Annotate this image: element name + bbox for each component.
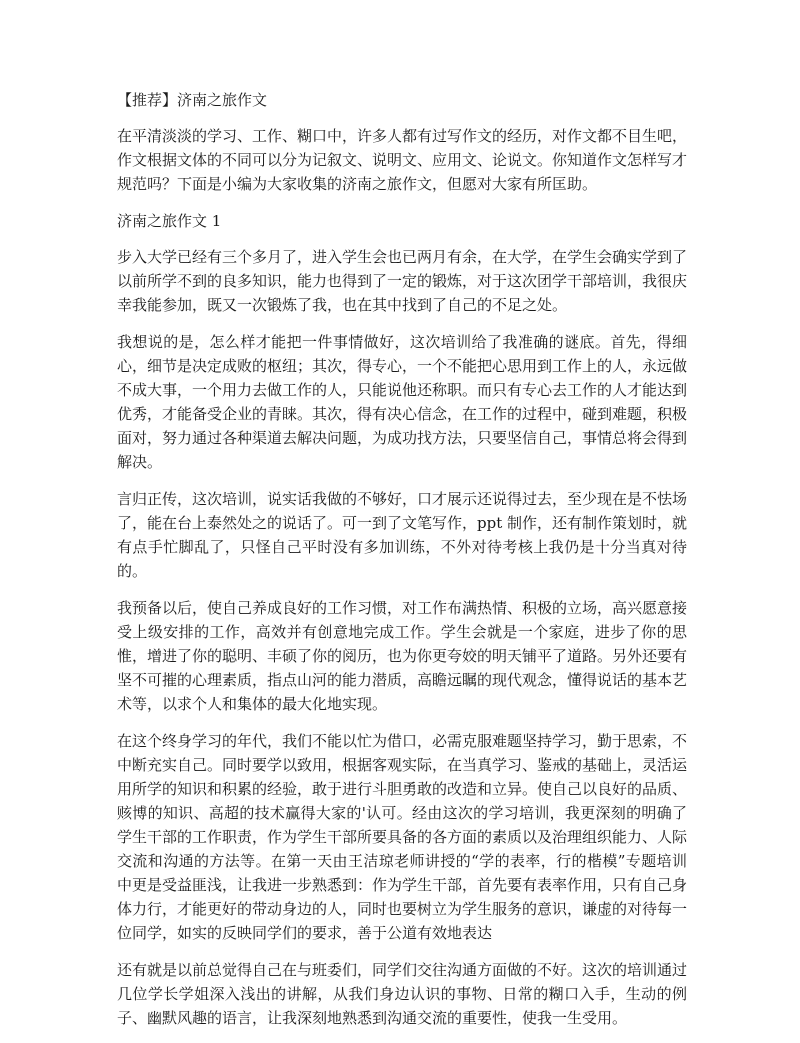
document-page <box>117 88 687 1043</box>
paragraph: 还有就是以前总觉得自己在与班委们，同学们交往沟通方面做的不好。这次的培训通过几位学长学姐深入浅出的讲解，从我们身边认识的事物、日常的糊口入手，生动的例子、幽默风趣的语言，让我深刻地熟悉到沟通交流的重要性，使我一生受用。 <box>117 961 688 1027</box>
intro-paragraph: 在平清淡淡的学习、工作、糊口中，许多人都有过写作文的经历，对作文都不目生吧，作文根据文体的不同可以分为记叙文、说明文、应用文、论说文。你知道作文怎样写才规范吗？下面是小编为大家收集的济南之旅作文，但愿对大家有所匡助。 <box>117 127 688 193</box>
paragraph: 我预备以后，使自己养成良好的工作习惯，对工作布满热情、积极的立场，高兴愿意接受上级安排的工作，高效并有创意地完成工作。学生会就是一个家庭，进步了你的思惟，增进了你的聪明、丰硕了你的阅历，也为你更夸姣的明天铺平了道路。另外还要有坚不可摧的心理素质，指点山河的能力潜质，高瞻远瞩的现代观念，懂得说话的基本艺术等，以求个人和集体的最大化地实现。 <box>117 599 688 713</box>
paragraph: 我想说的是，怎么样才能把一件事情做好，这次培训给了我准确的谜底。首先，得细心，细节是决定成败的枢纽；其次，得专心，一个不能把心思用到工作上的人，永远做不成大事，一个用力去做工作的人，只能说他还称职。而只有专心去工作的人才能达到优秀，才能备受企业的青睐。其次，得有决心信念，在工作的过程中，碰到难题，积极面对，努力通过各种渠道去解决问题，为成功找方法，只要坚信自己，事情总将会得到解决。 <box>117 333 688 471</box>
document-title: 【推荐】济南之旅作文 <box>117 91 268 109</box>
paragraph: 言归正传，这次培训，说实话我做的不够好，口才展示还说得过去，至少现在是不怯场了，能在台上泰然处之的说话了。可一到了文笔写作，ppt 制作，还有制作策划时，就有点手忙脚乱了，只怪自己平时没有多加训练，不外对待考核上我仍是十分当真对待的。 <box>117 490 688 580</box>
paragraph: 在这个终身学习的年代，我们不能以忙为借口，必需克服难题坚持学习，勤于思索，不中断充实自己。同时要学以致用，根据客观实际，在当真学习、鉴戒的基础上，灵活运用所学的知识和积累的经验，敢于进行斗胆勇敢的改造和立异。使自己以良好的品质、赅博的知识、高超的技术赢得大家的'认可。经由这次的学习培训，我更深刻的明确了学生干部的工作职责，作为学生干部所要具备的各方面的素质以及治理组织能力、人际交流和沟通的方法等。在第一天由王洁琼老师讲授的“学的表率，行的楷模”专题培训中更是受益匪浅，让我进一步熟悉到：作为学生干部，首先要有表率作用，只有自己身体力行，才能更好的带动身边的人，同时也要树立为学生服务的意识，谦虚的对待每一位同学，如实的反映同学们的要求，善于公道有效地表达 <box>117 732 688 942</box>
paragraph: 步入大学已经有三个多月了，进入学生会也已两月有余，在大学，在学生会确实学到了以前所学不到的良多知识，能力也得到了一定的锻炼，对于这次团学干部培训，我很庆幸我能参加，既又一次锻炼了我，也在其中找到了自己的不足之处。 <box>117 248 688 314</box>
section-title: 济南之旅作文 1 <box>117 212 222 230</box>
